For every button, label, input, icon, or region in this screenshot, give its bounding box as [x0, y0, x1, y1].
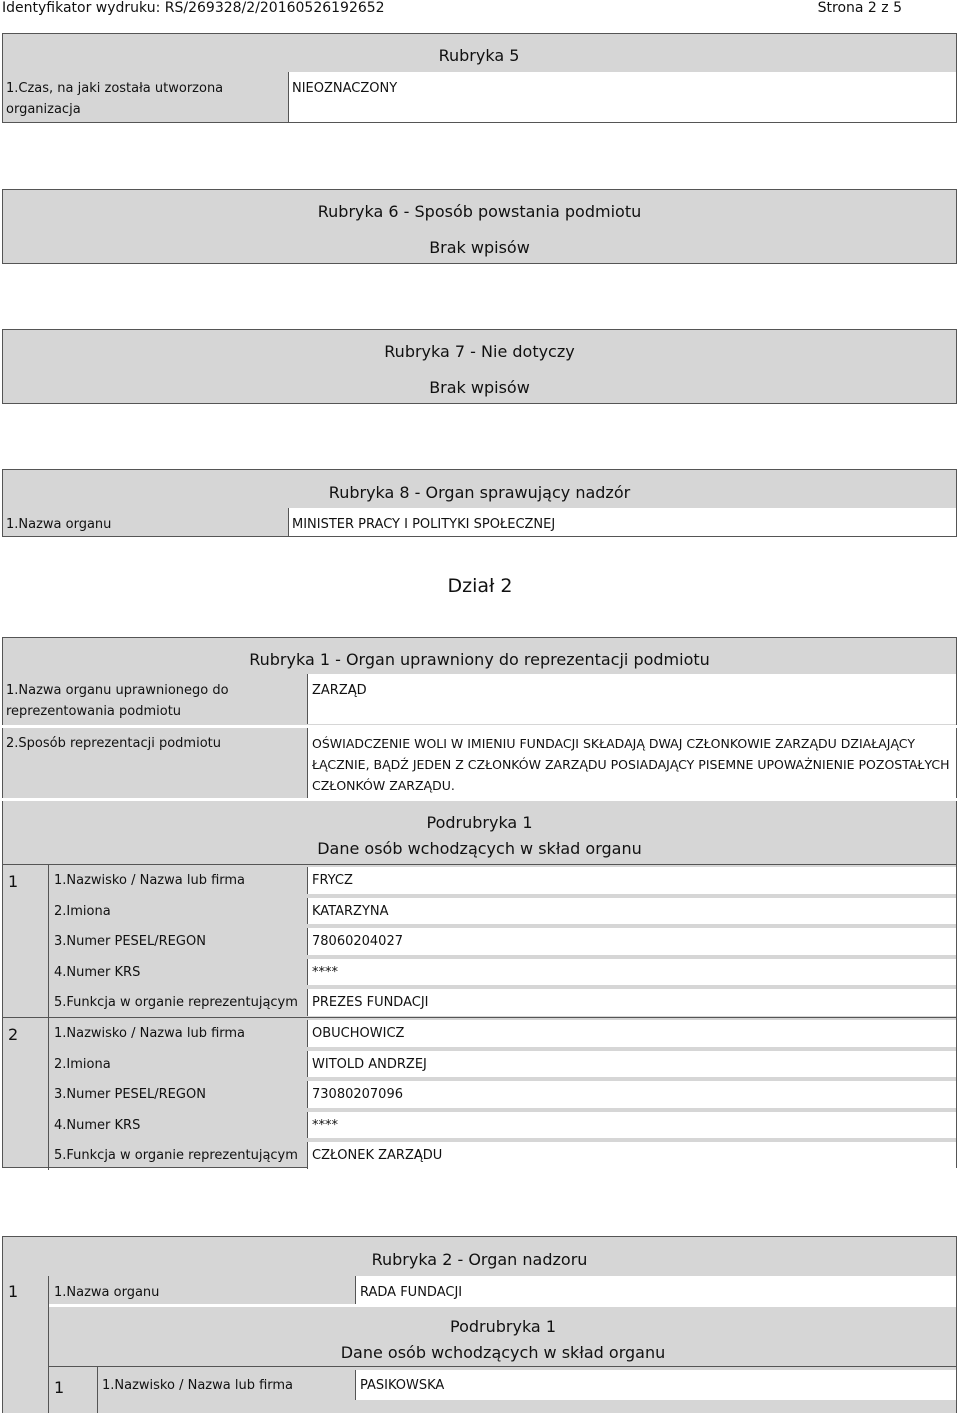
person-field-value: 78060204027 [312, 934, 403, 950]
person-field-label: 5.Funkcja w organie reprezentującym [54, 995, 298, 1011]
organ-name-label: 1.Nazwa organu uprawnionego do reprezentowania podmiotu [6, 683, 229, 719]
person-field-label: 4.Numer KRS [54, 964, 141, 980]
person-field-label: 1.Nazwisko / Nazwa lub firma [54, 873, 246, 888]
dzial-heading: Dział 2 [447, 575, 513, 597]
rubryka2-podrubryka-title: Podrubryka 1 [450, 1317, 556, 1336]
row-divider [2, 864, 957, 865]
person-field-label: 2.Imiona [54, 1056, 111, 1072]
column-divider [97, 1366, 98, 1413]
row-separator [49, 1304, 956, 1307]
person-number: 1 [8, 872, 19, 891]
rubryka2-podrubryka-subtitle: Dane osób wchodzących w skład organu [340, 1343, 666, 1362]
person-field-label: 2.Imiona [54, 903, 111, 919]
person-field-value: FRYCZ [312, 873, 353, 888]
rubryka8-title: Rubryka 8 - Organ sprawujący nadzór [328, 483, 631, 502]
person-field-value: CZŁONEK ZARZĄDU [312, 1148, 443, 1164]
row-divider [49, 1366, 956, 1367]
person-field-value: KATARZYNA [312, 903, 389, 919]
d2-rubryka1-title: Rubryka 1 - Organ uprawniony do reprezentacji podmiotu [249, 650, 710, 669]
rubryka2-field-label: 1.Nazwa organu [54, 1285, 160, 1300]
person-value-cell [307, 898, 956, 925]
rubryka7-value: Brak wpisów [429, 378, 530, 397]
rubryka2-person-number: 1 [54, 1378, 65, 1397]
rubryka2-row-number: 1 [8, 1282, 19, 1301]
person-value-cell [307, 867, 956, 894]
representation-label: 2.Sposób reprezentacji podmiotu [6, 736, 221, 751]
row-separator [2, 798, 957, 801]
person-value-cell [307, 928, 956, 955]
print-identifier: Identyfikator wydruku: RS/269328/2/20160526192652 [2, 0, 385, 16]
rubryka2-person-label: 1.Nazwisko / Nazwa lub firma [102, 1378, 294, 1393]
rubryka6-value: Brak wpisów [429, 238, 530, 257]
rubryka8-field-value: MINISTER PRACY I POLITYKI SPOŁECZNEJ [292, 517, 556, 532]
page-number: Strona 2 z 5 [817, 0, 902, 16]
person-value-cell [307, 1112, 956, 1139]
person-field-value: WITOLD ANDRZEJ [312, 1056, 427, 1072]
person-field-label: 5.Funkcja w organie reprezentującym [54, 1148, 298, 1164]
column-divider [48, 864, 49, 1017]
column-divider [48, 1017, 49, 1170]
person-field-value: OBUCHOWICZ [312, 1026, 405, 1041]
podrubryka1-subtitle: Dane osób wchodzących w skład organu [317, 839, 642, 858]
rubryka8-field-label: 1.Nazwa organu [6, 517, 112, 532]
person-field-label: 4.Numer KRS [54, 1117, 141, 1133]
person-number: 2 [8, 1025, 19, 1044]
organ-name-value: ZARZĄD [312, 683, 367, 698]
row-divider [2, 1017, 957, 1018]
person-field-value: 73080207096 [312, 1087, 403, 1103]
person-value-cell [307, 1081, 956, 1108]
rubryka6-title: Rubryka 6 - Sposób powstania podmiotu [317, 202, 642, 221]
rubryka7-title: Rubryka 7 - Nie dotyczy [384, 342, 575, 361]
podrubryka1-title: Podrubryka 1 [426, 813, 533, 832]
rubryka5-field-label: 1.Czas, na jaki została utworzona organizacja [6, 81, 224, 117]
person-field-label: 1.Nazwisko / Nazwa lub firma [54, 1026, 246, 1041]
representation-value: OŚWIADCZENIE WOLI W IMIENIU FUNDACJI SKŁADAJĄ DWAJ CZŁONKOWIE ZARZĄDU DZIAŁAJĄCY ŁĄCZNIE, BĄDŹ JEDEN Z CZŁONKÓW ZARZĄDU POSIADAJĄCY PISEMNE UPOWAŻNIENIE POZOSTAŁYCH CZŁONKÓW ZARZĄDU. [312, 736, 950, 793]
rubryka5-field-value: NIEOZNACZONY [292, 81, 398, 96]
person-value-cell [307, 959, 956, 986]
rubryka2-field-value: RADA FUNDACJI [360, 1285, 463, 1300]
rubryka2-person-value: PASIKOWSKA [360, 1378, 445, 1393]
person-field-value: **** [312, 964, 338, 980]
d2-rubryka2-title: Rubryka 2 - Organ nadzoru [371, 1250, 588, 1269]
rubryka5-title: Rubryka 5 [438, 46, 520, 65]
rubryka2-person-value-cell [355, 1370, 956, 1400]
person-field-label: 3.Numer PESEL/REGON [54, 934, 206, 950]
person-field-value: **** [312, 1117, 338, 1133]
organ-name-cell [307, 674, 956, 724]
person-field-value: PREZES FUNDACJI [312, 995, 429, 1011]
person-field-label: 3.Numer PESEL/REGON [54, 1087, 206, 1103]
